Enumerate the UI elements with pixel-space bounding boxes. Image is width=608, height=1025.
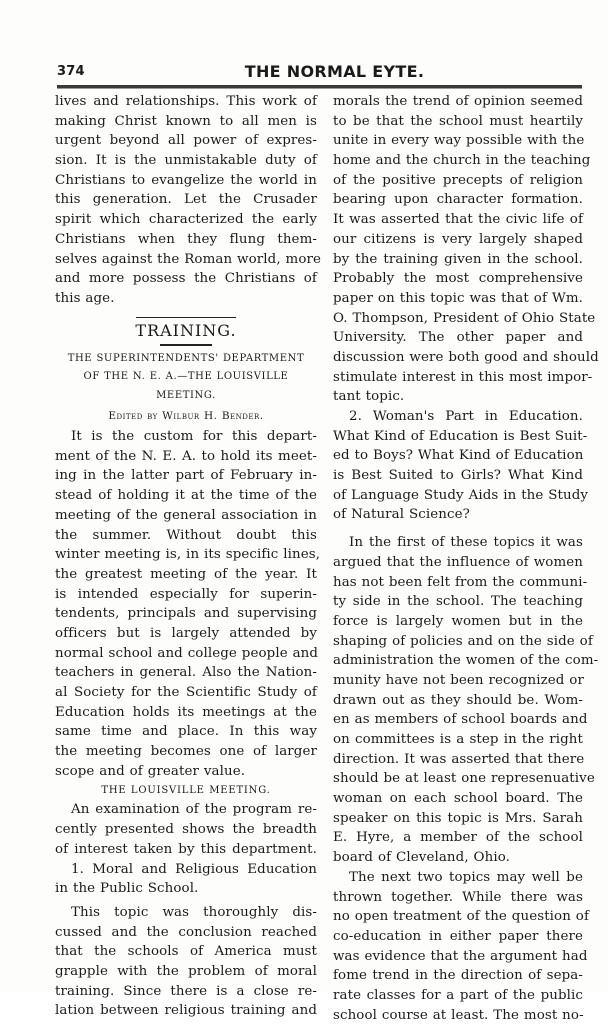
text-line: that the schools of America must <box>55 944 317 960</box>
section-underline <box>160 344 212 346</box>
text-line: selves against the Roman world, more <box>55 251 322 267</box>
text-line: by the training given in the school. <box>333 251 583 267</box>
section-top-rule <box>136 317 236 318</box>
text-line: was evidence that the argument had <box>333 948 588 964</box>
text-line: board of Cleveland, Ohio. <box>333 850 511 866</box>
text-line: tant topic. <box>333 389 405 405</box>
text-line: speaker on this topic is Mrs. Sarah <box>333 810 583 826</box>
text-line: direction. It was asserted that there <box>333 751 585 767</box>
text-line: winter meeting is, in its specific lines, <box>55 547 321 563</box>
text-line: and more possess the Christians of <box>55 271 317 287</box>
text-line: scope and of greater value. <box>55 763 246 779</box>
article-subhead: THE SUPERINTENDENTS' DEPARTMENT <box>67 352 305 364</box>
text-line: the meeting becomes one of larger <box>55 744 317 760</box>
text-line: What Kind of Education is Best Suit- <box>333 428 588 444</box>
text-line: is Best Suited to Girls? What Kind <box>333 468 583 484</box>
text-line: 1. Moral and Religious Education <box>71 861 317 877</box>
text-line: bearing upon character formation. <box>333 192 583 208</box>
text-line: of Language Study Aids in the Study <box>333 487 589 503</box>
text-line: rate classes for a part of the public <box>333 987 583 1003</box>
text-line: ing in the latter part of February in- <box>55 468 317 484</box>
text-line: in the Public School. <box>55 881 199 897</box>
header-rule <box>57 85 582 89</box>
text-line: O. Thompson, President of Ohio State <box>333 310 596 326</box>
section-heading-block <box>55 317 317 428</box>
text-line: training. Since there is a close re- <box>55 983 317 999</box>
text-line: cussed and the conclusion reached <box>55 924 317 940</box>
text-line: same time and place. In this way <box>55 724 317 740</box>
text-line: lation between religious training and <box>55 1003 317 1019</box>
paragraph-custom <box>55 427 321 781</box>
text-line: stead of holding it at the time of the <box>55 488 317 504</box>
text-line: In the first of these topics it was <box>349 535 583 551</box>
text-line: ed to Boys? What Kind of Education <box>333 448 584 464</box>
text-line: is intended especially for superin- <box>55 586 317 602</box>
text-line: fome trend in the direction of sepa- <box>333 968 583 984</box>
text-line: Christians when they flung them- <box>55 231 317 247</box>
text-line: officers but is largely attended by <box>55 625 317 641</box>
text-line: E. Hyre, a member of the school <box>333 830 583 846</box>
text-line: cently presented shows the breadth <box>55 822 317 838</box>
topic-1 <box>55 860 317 899</box>
text-line: en as members of school boards and <box>333 712 588 728</box>
paragraph-topic-discussion <box>55 903 317 1021</box>
text-line: administration the women of the com- <box>333 653 599 669</box>
text-line: paper on this topic was that of Wm. <box>333 290 583 306</box>
text-line: force is largely women but in the <box>333 613 583 629</box>
text-line: woman on each school board. The <box>333 791 583 807</box>
text-line: shaping of policies and on the side of <box>333 633 593 649</box>
text-line: of Natural Science? <box>333 507 470 523</box>
text-line: co-education in either paper there <box>333 928 583 944</box>
text-line: has not been felt from the communi- <box>333 574 588 590</box>
text-line: sion. It is the unmistakable duty of <box>55 153 317 169</box>
text-line: It was asserted that the civic life of <box>333 212 583 228</box>
text-line: 2. Woman's Part in Education. <box>349 409 583 424</box>
text-line: This topic was thoroughly dis- <box>71 904 317 920</box>
article-subhead: MEETING. <box>156 389 216 401</box>
text-line: teachers in general. Also the Nation- <box>55 665 317 681</box>
page-number: 374 <box>57 64 85 79</box>
intro-paragraph <box>55 92 322 309</box>
text-line: no open treatment of the question of <box>333 909 590 925</box>
text-line: meeting of the general association in <box>55 507 317 523</box>
editor-byline: Edited by Wilbur H. Bender. <box>108 410 264 423</box>
text-line: drawn out as they should be. Wom- <box>333 692 583 708</box>
paragraph-next-topics <box>333 868 590 1025</box>
text-line: University. The other paper and <box>333 330 583 346</box>
text-line: the summer. Without doubt this <box>55 527 317 543</box>
text-line: thrown together. While there was <box>333 889 583 905</box>
paragraph-women-influence <box>333 533 599 868</box>
text-line: It is the custom for this depart- <box>71 429 317 445</box>
section-title: TRAINING. <box>135 320 237 340</box>
text-line: this generation. Let the Crusader <box>55 192 317 208</box>
text-line: Education holds its meetings at the <box>55 704 317 720</box>
text-line: ty side in the school. The teaching <box>333 594 583 610</box>
paragraph-morals <box>333 92 599 407</box>
text-line: argued that the influence of women <box>333 554 583 570</box>
running-head <box>57 62 582 84</box>
text-line: making Christ known to all men is <box>55 113 317 129</box>
text-line: our citizens is very largely shaped <box>333 231 583 247</box>
text-line: tendents, principals and supervising <box>55 606 317 622</box>
text-line: urgent beyond all power of expres- <box>55 133 317 149</box>
text-line: school course at least. The most no- <box>333 1007 584 1023</box>
text-line: home and the church in the teaching <box>333 153 591 169</box>
right-column <box>333 92 599 1025</box>
text-line: The next two topics may well be <box>349 869 583 885</box>
text-line: normal school and college people and <box>55 645 319 661</box>
text-line: morals the trend of opinion seemed <box>333 94 583 109</box>
text-line: Probably the most comprehensive <box>333 271 583 287</box>
article-subhead: OF THE N. E. A.—THE LOUISVILLE <box>83 371 289 383</box>
text-line: lives and relationships. This work of <box>55 94 317 109</box>
text-line: stimulate interest in this most impor- <box>333 369 593 385</box>
paragraph-examination <box>55 800 317 859</box>
text-line: munity have not been recognized or <box>333 672 584 688</box>
text-line: should be at least one represenuative <box>333 771 595 787</box>
text-line: al Society for the Scientific Study of <box>55 685 317 700</box>
subsection-title: THE LOUISVILLE MEETING. <box>101 785 271 797</box>
text-line: An examination of the program re- <box>71 802 317 818</box>
text-line: Christians to evangelize the world in <box>55 172 317 188</box>
text-line: on committees is a step in the right <box>333 732 583 747</box>
text-line: ment of the N. E. A. to hold its meet- <box>55 448 317 464</box>
text-line: grapple with the problem of moral <box>55 963 317 979</box>
text-line: to be that the school must heartily <box>333 113 583 129</box>
text-line: spirit which characterized the early <box>55 212 317 228</box>
journal-title: THE NORMAL EYTE. <box>244 62 425 81</box>
topic-2 <box>333 407 589 525</box>
text-line: this age. <box>55 290 115 306</box>
text-line: of interest taken by this department. <box>55 841 317 857</box>
text-line: the greatest meeting of the year. It <box>55 566 317 582</box>
text-line: discussion were both good and should <box>333 349 599 365</box>
text-line: unite in every way possible with the <box>333 133 585 149</box>
text-line: of the positive precepts of religion <box>333 172 583 188</box>
left-column <box>55 92 322 1021</box>
